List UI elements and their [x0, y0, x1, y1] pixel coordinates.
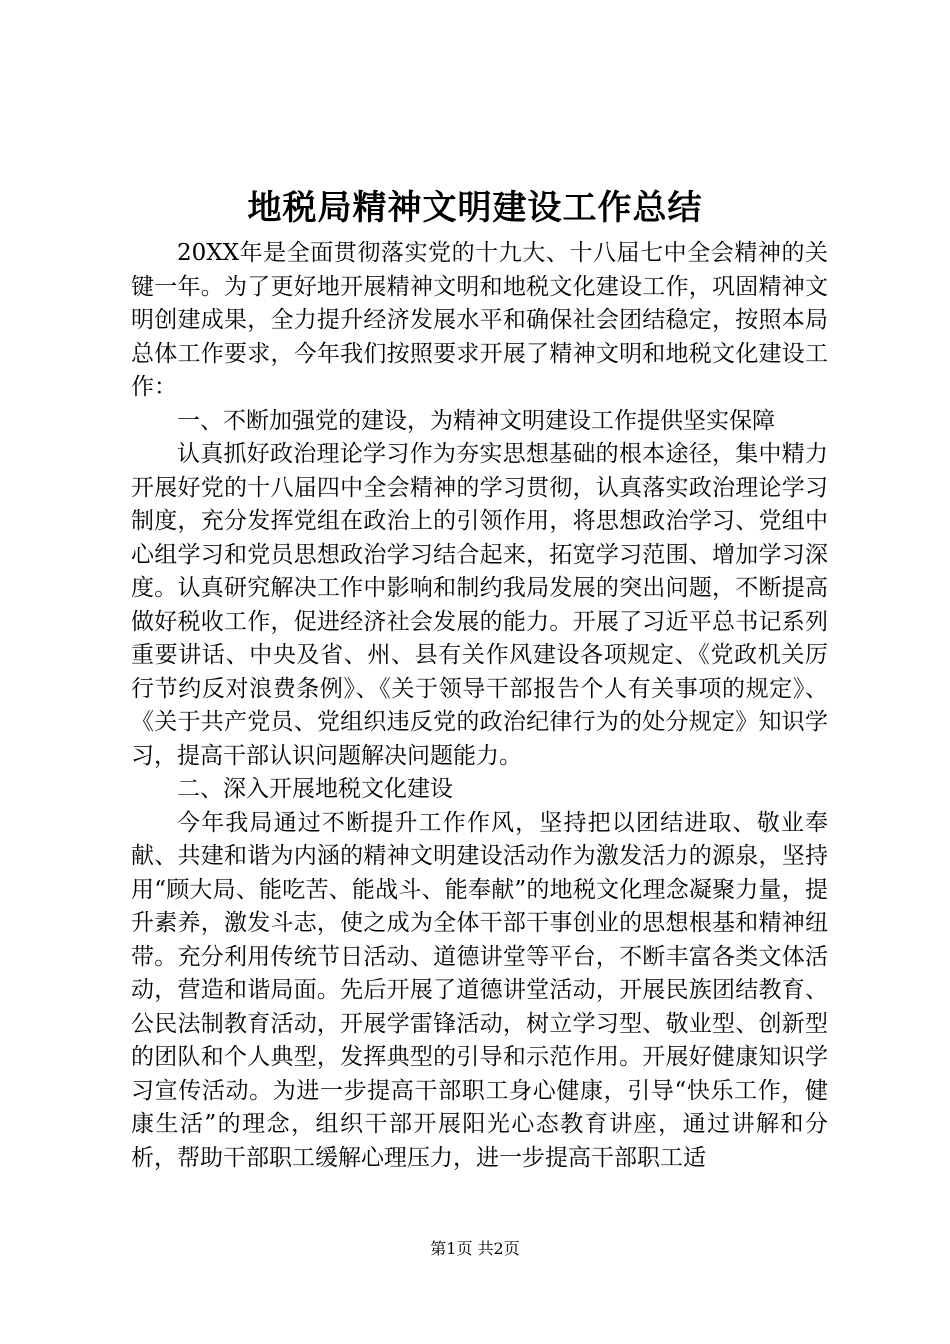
paragraph-section-2: 今年我局通过不断提升工作作风，坚持把以团结进取、敬业奉献、共建和谐为内涵的精神文明建设活动作为激发活力的源泉，坚持用“顾大局、能吃苦、能战斗、能奉献”的地税文化理念凝聚力量，提升素养，激发斗志，使之成为全体干部干事创业的思想根基和精神纽带。充分利用传统节日活动、道德讲堂等平台，不断丰富各类文体活动，营造和谐局面。先后开展了道德讲堂活动，开展民族团结教育、公民法制教育活动，开展学雷锋活动，树立学习型、敬业型、创新型的团队和个人典型，发挥典型的引导和示范作用。开展好健康知识学习宣传活动。为进一步提高干部职工身心健康，引导“快乐工作，健康生活”的理念，组织干部开展阳光心态教育讲座，通过讲解和分析，帮助干部职工缓解心理压力，进一步提高干部职工适: [131, 809, 828, 1171]
section-heading-1: 一、不断加强党的建设，为精神文明建设工作提供坚实保障: [177, 407, 775, 434]
page-number: 第1页 共2页: [430, 1239, 520, 1258]
paragraph-section-1: 认真抓好政治理论学习作为夯实思想基础的根本途径，集中精力开展好党的十八届四中全会精神的学习贯彻，认真落实政治理论学习制度，充分发挥党组在政治上的引领作用，将思想政治学习、党组中心组学习和党员思想政治学习结合起来，拓宽学习范围、增加学习深度。认真研究解决工作中影响和制约我局发展的突出问题，不断提高做好税收工作，促进经济社会发展的能力。开展了习近平总书记系列重要讲话、中央及省、州、县有关作风建设各项规定、《党政机关厉行节约反对浪费条例》、《关于领导干部报告个人有关事项的规定》、《关于共产党员、党组织违反党的政治纪律行为的处分规定》知识学习，提高干部认识问题解决问题能力。: [131, 441, 828, 769]
section-heading-2: 二、深入开展地税文化建设: [177, 776, 453, 802]
page-footer: [0, 1237, 950, 1261]
paragraph-intro: 20XX年是全面贯彻落实党的十九大、十八届七中全会精神的关键一年。为了更好地开展精神文明和地税文化建设工作，巩固精神文明创建成果，全力提升经济发展水平和确保社会团结稳定，按照本局总体工作要求，今年我们按照要求开展了精神文明和地税文化建设工作：: [131, 240, 828, 400]
document-title: 地税局精神文明建设工作总结: [247, 188, 703, 228]
document-body: [131, 237, 828, 1175]
